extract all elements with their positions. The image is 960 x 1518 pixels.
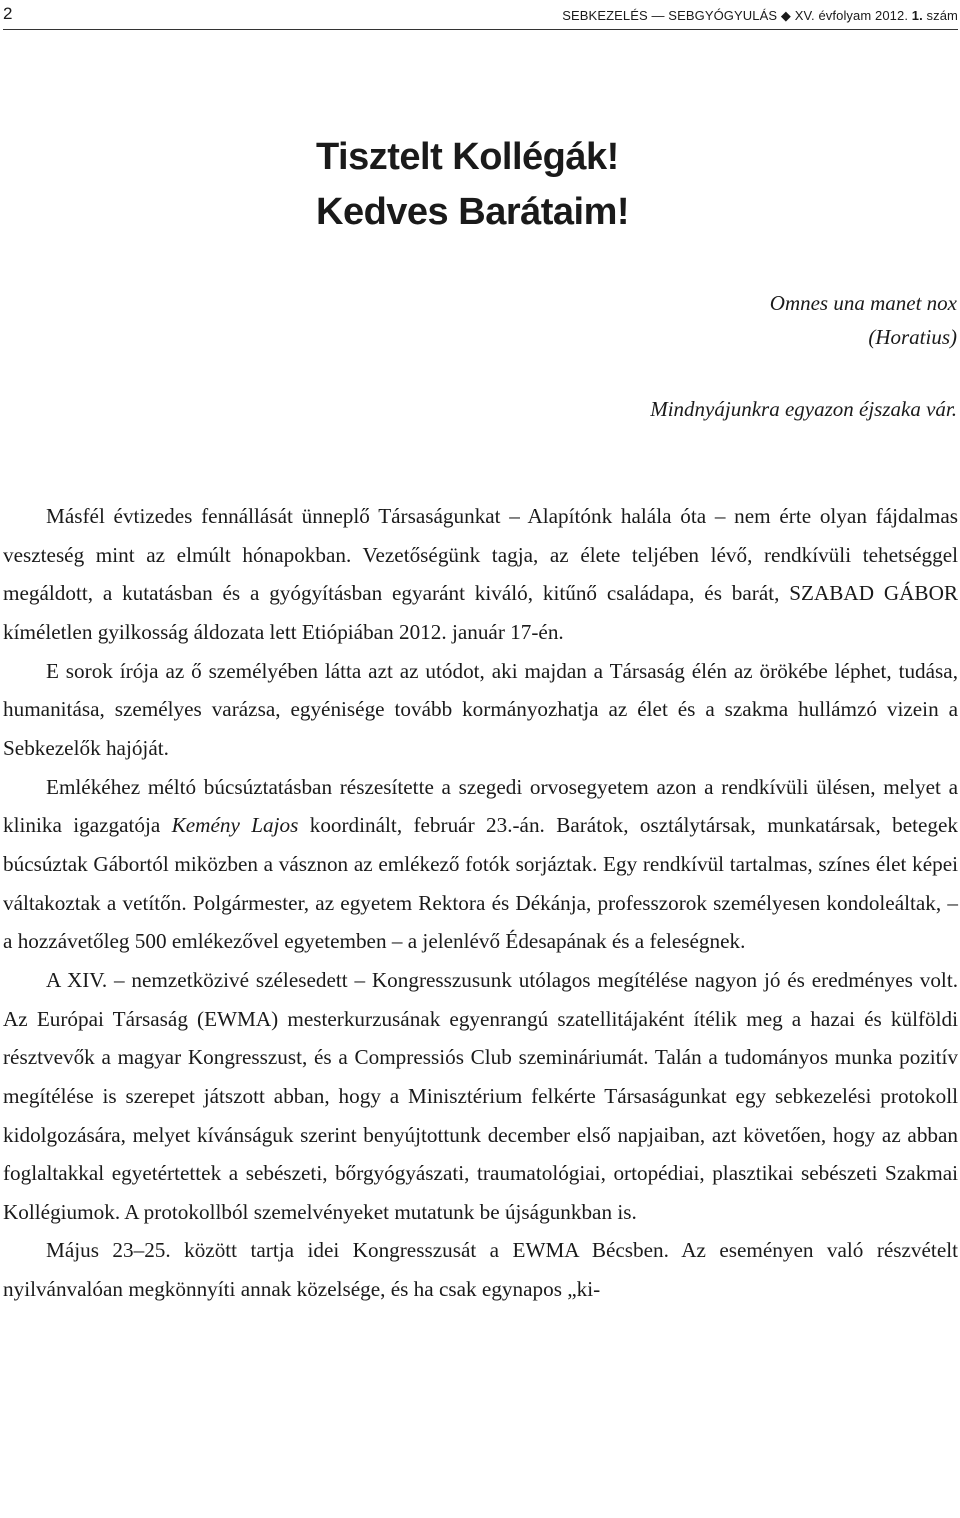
issue-label: szám — [926, 8, 958, 23]
title-line-2: Kedves Barátaim! — [316, 191, 630, 233]
person-name: Kemény Lajos — [171, 813, 299, 838]
epigraph-latin: Omnes una manet nox — [769, 291, 957, 315]
paragraph-1: Másfél évtizedes fennállását ünneplő Társaságunkat – Alapítónk halála óta – nem érte olyan fájdalmas veszteség mint az elmúlt hónapokban. Vezetőségünk tagja, az élete teljében lévő, rendkívüli tehetséggel megáldott, a kutatásban és a gyógyításban egyaránt kiváló, kitűnő családapa, és barát, SZABAD GÁBOR kíméletlen gyilkosság áldozata lett Etiópiában 2012. január 17-én. — [3, 504, 958, 644]
page-title — [316, 130, 629, 240]
paragraph-3-start: Emlékéhez méltó búcsúztatásban részesítette a szegedi orvosegyetem azon a rendkívüli ülésen, melyet a klinika igazgatója — [3, 774, 958, 838]
journal-title: SEBKEZELÉS — SEBGYÓGYULÁS — [562, 8, 778, 23]
epigraph-author: (Horatius) — [868, 325, 957, 349]
paragraph-5: Május 23–25. között tartja idei Kongresszusát a EWMA Bécsben. Az eseményen való részvételt nyilvánvalóan megkönnyíti annak közelsége, és ha csak egynapos „ki- — [3, 1238, 958, 1302]
running-header — [3, 3, 958, 30]
epigraph — [650, 286, 957, 426]
page-number: 2 — [3, 4, 13, 23]
article-body — [3, 497, 958, 1309]
title-line-1: Tisztelt Kollégák! — [316, 136, 619, 178]
paragraph-3-end: koordinált, február 23.-án. Barátok, osztálytársak, munkatársak, betegek búcsúztak Gábortól miközben a vásznon az emlékező fotók sorjáztak. Egy rendkívül tartalmas, színes élet képei váltakoztak a vetítőn. Polgármester, az egyetem Rektora és Dékánja, professzorok személyesen kondoleáltak, – a hozzávetőleg 500 emlékezővel egyetemben – a jelenlévő Édesapának és a feleségnek. — [3, 813, 958, 954]
issue-number: 1. — [911, 8, 923, 23]
epigraph-translation: Mindnyájunkra egyazon éjszaka vár. — [650, 397, 957, 421]
paragraph-2: E sorok írója az ő személyében látta azt az utódot, aki majdan a Társaság élén az örökébe léphet, tudása, humanitása, személyes varázsa, egyénisége tovább kormányozhatja az élet és a szakma hullámzó vizein a Sebkezelők hajóját. — [3, 658, 958, 760]
paragraph-4: A XIV. – nemzetközivé szélesedett – Kongresszusunk utólagos megítélése nagyon jó és eredményes volt. Az Európai Társaság (EWMA) mesterkurzusának egyenrangú szatellitájaként ítélik meg a hazai és külföldi résztvevők a magyar Kongresszust, és a Compressiós Club szemináriumát. Talán a tudományos munka pozitív megítélése is szerepet játszott abban, hogy a Minisztérium felkérte Társaságunkat egy sebkezelési protokoll kidolgozására, melyet kívánságuk szerint benyújtottunk december első napjaiban, azt követően, hogy az abban foglaltakkal egyetértettek a sebészeti, bőrgyógyászati, traumatológiai, ortopédiai, plasztikai sebészeti Szakmai Kollégiumok. A protokollból szemelvényeket mutatunk be újságunkban is. — [3, 967, 958, 1224]
diamond-icon: ◆ — [780, 8, 791, 23]
journal-running-head — [562, 8, 958, 24]
volume-year: XV. évfolyam 2012. — [794, 8, 909, 23]
paragraph-3 — [3, 768, 958, 961]
